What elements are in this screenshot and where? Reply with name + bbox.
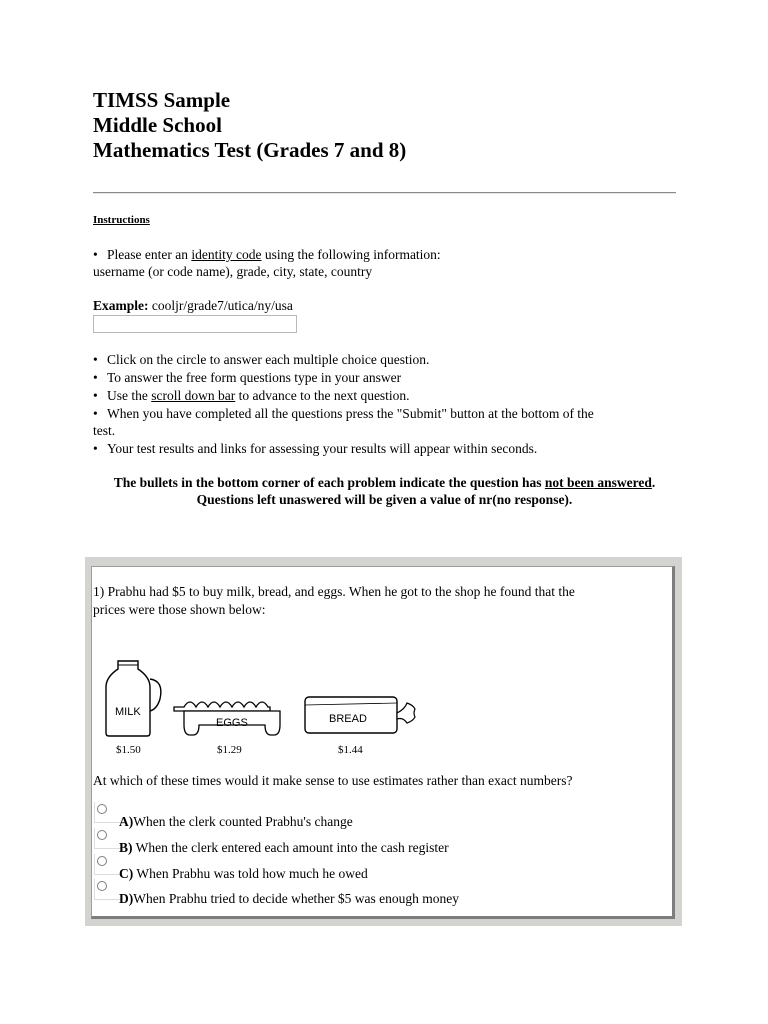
- title-line-1: TIMSS Sample: [93, 88, 231, 112]
- page-title: [93, 88, 406, 163]
- example-value: cooljr/grade7/utica/ny/usa: [148, 298, 293, 313]
- milk-price: $1.50: [116, 744, 141, 756]
- option-c: C) When Prabhu was told how much he owed: [119, 866, 368, 881]
- bullet-icon: •: [93, 388, 98, 403]
- instruction-results: • Your test results and links for assessing your results will appear within seconds.: [93, 441, 538, 456]
- grocery-illustration: [102, 655, 422, 755]
- option-b-radio[interactable]: [97, 830, 107, 840]
- option-c-radio[interactable]: [97, 856, 107, 866]
- question-text: 1) Prabhu had $5 to buy milk, bread, and eggs. When he got to the shop he found that the prices were those shown below:: [93, 584, 575, 617]
- instruction-click-circle: • Click on the circle to answer each multiple choice question.: [93, 352, 430, 367]
- instruction-submit-cont: test.: [93, 423, 116, 438]
- option-a: A)When the clerk counted Prabhu's change: [119, 814, 353, 829]
- bread-price: $1.44: [338, 744, 363, 756]
- example-line: [93, 297, 293, 314]
- identity-code-input[interactable]: [93, 315, 297, 333]
- egg-carton-icon: [174, 702, 280, 735]
- bullet-icon: •: [93, 370, 98, 385]
- question-frame[interactable]: [91, 566, 675, 919]
- bullet-icon: •: [93, 352, 98, 367]
- bread-loaf-icon: [305, 697, 415, 733]
- title-line-2: Middle School: [93, 113, 222, 137]
- divider: [93, 192, 676, 194]
- scroll-down-bar-link[interactable]: scroll down bar: [151, 388, 236, 403]
- instruction-scroll: • Use the scroll down bar to advance to the next question.: [93, 388, 410, 403]
- option-d: D)When Prabhu tried to decide whether $5 was enough money: [119, 891, 460, 906]
- question-prompt: At which of these times would it make sense to use estimates rather than exact numbers?: [93, 773, 573, 788]
- bullet-icon: •: [93, 247, 98, 262]
- instructions-heading: Instructions: [93, 214, 150, 226]
- milk-label: MILK: [115, 706, 141, 718]
- question-panel: [85, 557, 682, 926]
- unanswered-notice: The bullets in the bottom corner of each problem indicate the question has not been answered. Questions left unaswered will be given a value of nr(no response).: [113, 475, 656, 507]
- option-a-radio[interactable]: [97, 804, 107, 814]
- option-d-radio[interactable]: [97, 881, 107, 891]
- bread-label: BREAD: [329, 713, 367, 725]
- option-b: B) When the clerk entered each amount into the cash register: [119, 840, 449, 855]
- title-line-3: Mathematics Test (Grades 7 and 8): [93, 138, 407, 162]
- example-label: Example:: [93, 298, 149, 313]
- eggs-price: $1.29: [217, 744, 242, 756]
- bullet-icon: •: [93, 406, 98, 421]
- bullet-icon: •: [93, 441, 98, 456]
- instruction-submit: • When you have completed all the questions press the "Submit" button at the bottom of the: [93, 406, 594, 421]
- not-answered-text: not been answered: [544, 475, 652, 490]
- identity-code-link[interactable]: identity code: [191, 247, 262, 262]
- instruction-free-form: • To answer the free form questions type in your answer: [93, 370, 402, 385]
- instruction-text: Please enter an: [107, 247, 192, 262]
- milk-jug-icon: [106, 661, 161, 736]
- eggs-label: EGGS: [216, 717, 248, 729]
- instruction-identity: [93, 246, 441, 263]
- instruction-text: using the following information:: [261, 247, 441, 262]
- instruction-identity-format: username (or code name), grade, city, state, country: [93, 264, 373, 279]
